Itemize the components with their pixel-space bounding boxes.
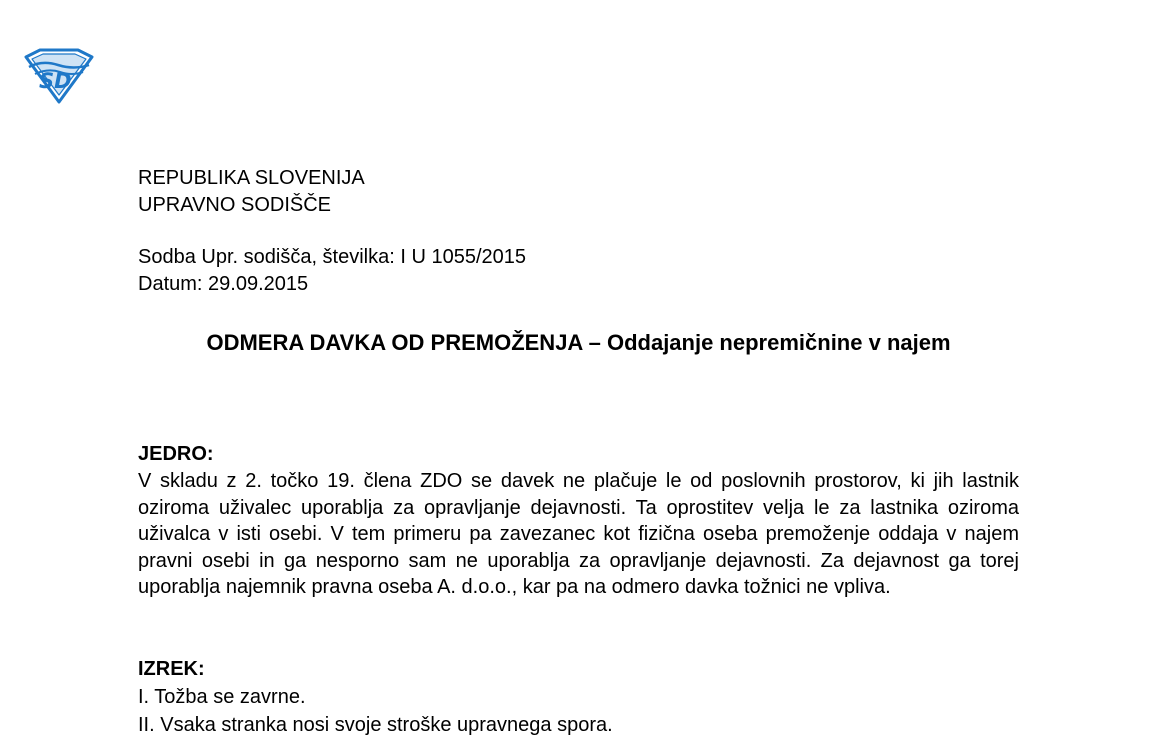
document-title: ODMERA DAVKA OD PREMOŽENJA – Oddajanje nepremičnine v najem xyxy=(206,330,951,355)
izrek-item: II. Vsaka stranka nosi svoje stroške upravnega spora. xyxy=(138,714,613,736)
court-logo-icon xyxy=(22,48,96,104)
izrek-heading: IZREK: xyxy=(138,658,205,680)
jedro-heading: JEDRO: xyxy=(138,443,214,465)
header-court: UPRAVNO SODIŠČE xyxy=(138,194,331,216)
header-republic: REPUBLIKA SLOVENIJA xyxy=(138,167,365,189)
judgment-date: Datum: 29.09.2015 xyxy=(138,273,309,295)
izrek-item: I. Tožba se zavrne. xyxy=(138,686,306,708)
case-number: Sodba Upr. sodišča, številka: I U 1055/2015 xyxy=(138,246,527,268)
svg-text:SD: SD xyxy=(39,69,72,93)
izrek-list xyxy=(138,683,613,739)
jedro-text: V skladu z 2. točko 19. člena ZDO se davek ne plačuje le od poslovnih prostorov, ki jih lastnik oziroma uživalec uporablja za opravljanje dejavnosti. Ta oprostitev velja le za lastnika oziroma uživalca v isti osebi. V tem primeru pa zavezanec kot fizična oseba premoženje oddaja v najem pravni osebi in ga nesporno sam ne uporablja za opravljanje dejavnosti. Za dejavnost ga torej uporablja najemnik pravna oseba A. d.o.o., kar pa na odmero davka tožnici ne vpliva. xyxy=(138,470,1019,598)
